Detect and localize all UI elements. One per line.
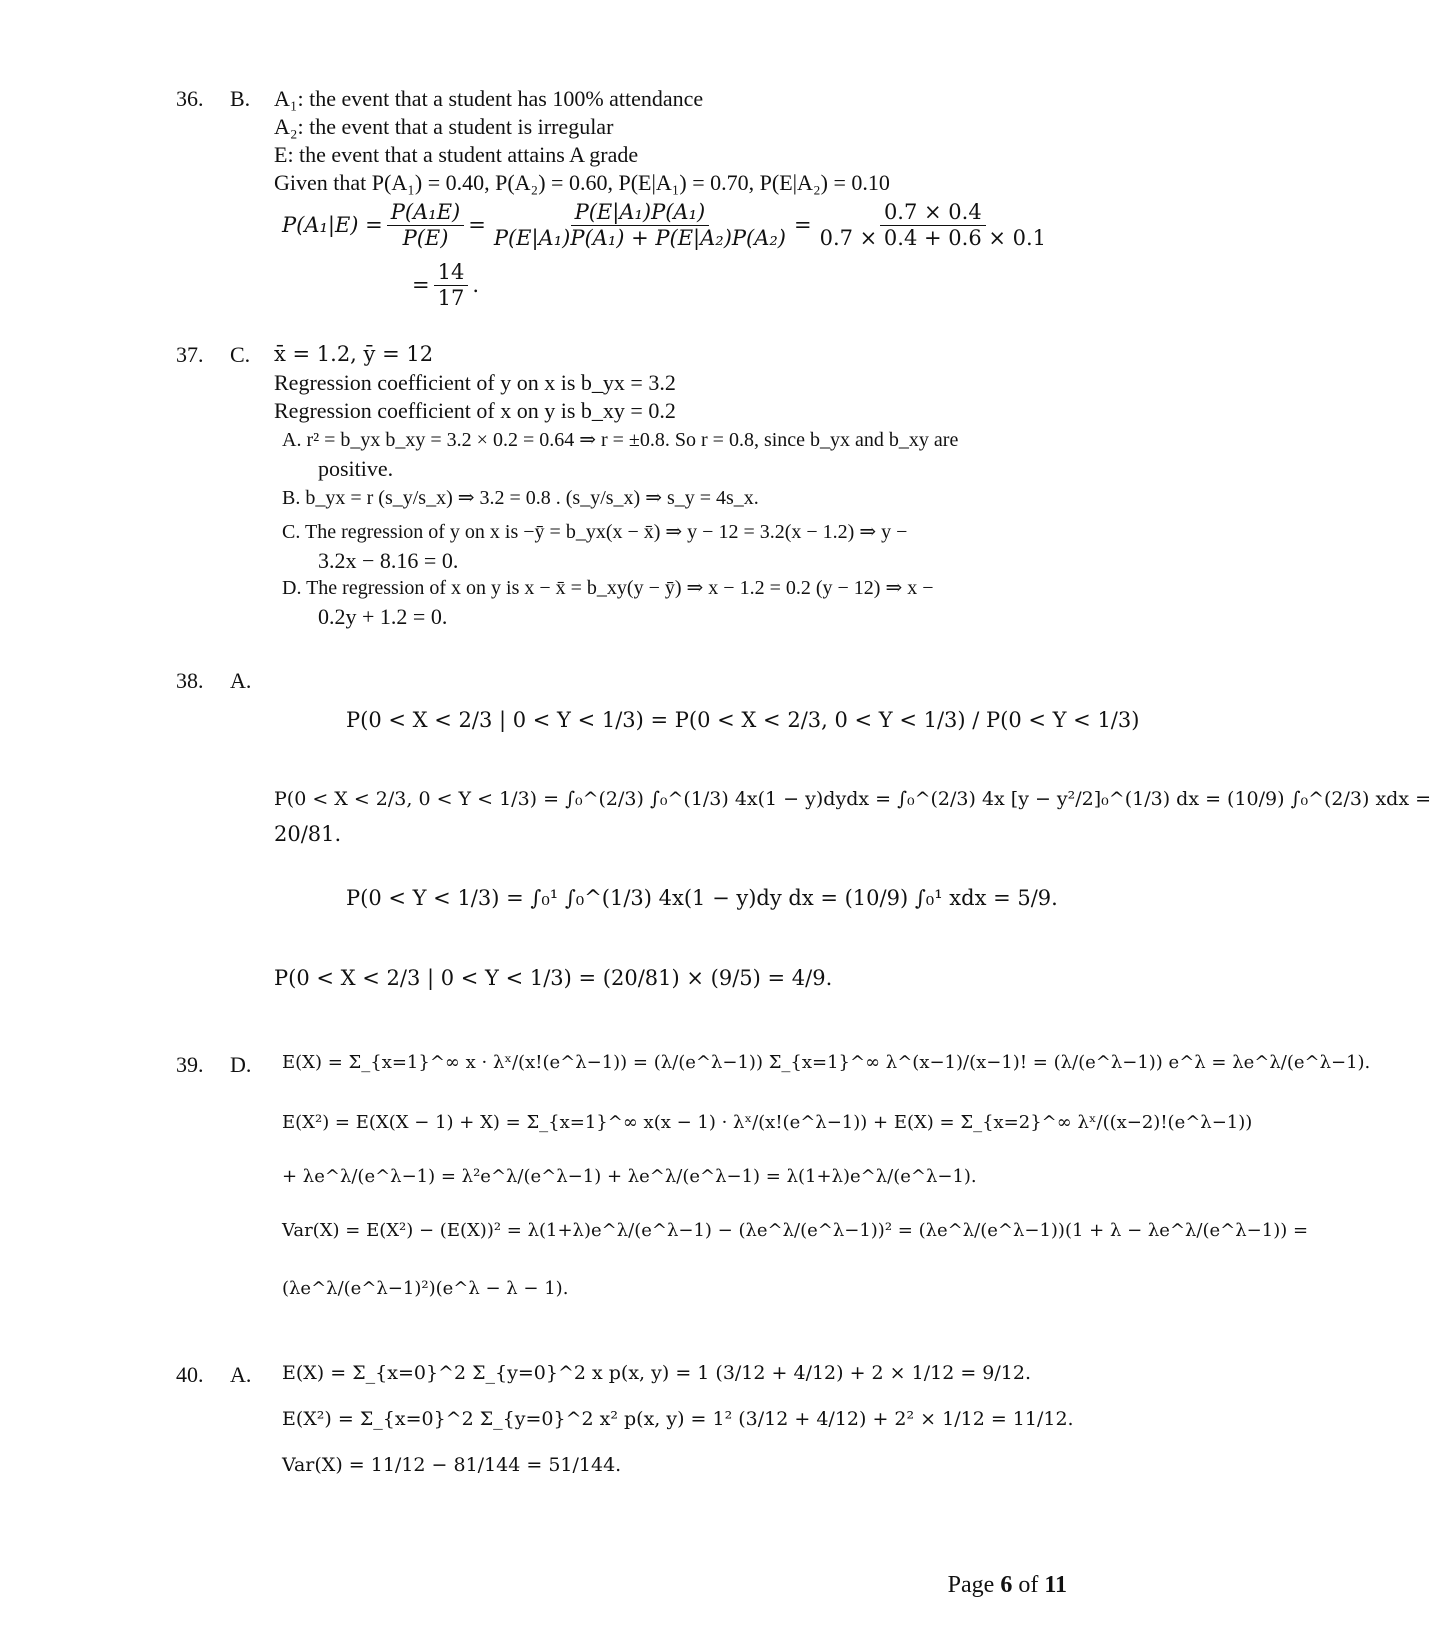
option-c-line: C. The regression of y on x is −ȳ = b_yx(x − x̄) ⇒ y − 12 = 3.2(x − 1.2) ⇒ y − [282,521,908,543]
bayes-equation: P(A₁|E) = $\frac{\text{P(A₁E)}}{P(E)}$ = $\frac{\text{P(E|A₁)P(A₁)}}{\text{P(E|A₁)P(A₁) + P(E|A₂)P(A₂)}}$ = $\frac{0.7 \times 0.4}{0.7 \times 0.4 + 0.6 \times 0.1}$ [282,202,1054,249]
question-number: 37. [176,342,204,367]
solution-line: A₂: the event that a student is irregular [274,114,614,139]
of-label: of [1018,1572,1039,1598]
answer-letter: A. [230,1362,252,1387]
equation-lhs: P(A₁|E) = [282,213,383,237]
answer-letter: C. [230,342,251,367]
second-moment-eq: E(X²) = E(X(X − 1) + X) = Σ_{x=1}^∞ x(x − 1) · λˣ/(x!(e^λ−1)) + E(X) = Σ_{x=2}^∞ λˣ/((x−2)!(e^λ−1)) [282,1112,1253,1133]
solution-line: A₁: the event that a student has 100% attendance [274,86,704,111]
solution-line: Regression coefficient of x on y is b_xy = 0.2 [274,398,676,423]
option-a-line: A. r² = b_yx b_xy = 3.2 × 0.2 = 0.64 ⇒ r = ±0.8. So r = 0.8, since b_yx and b_xy are [282,429,959,451]
second-moment-eq: E(X²) = Σ_{x=0}^2 Σ_{y=0}^2 x² p(x, y) = 1² (3/12 + 4/12) + 2² × 1/12 = 11/12. [282,1408,1074,1430]
joint-probability-eq: P(0 < X < 2/3, 0 < Y < 1/3) = ∫₀^(2/3) ∫₀^(1/3) 4x(1 − y)dydx = ∫₀^(2/3) 4x [y − y²/2]₀^(1/3) dx = (10/9) ∫₀^(2/3) xdx = [274,788,1431,810]
marginal-probability-eq: P(0 < Y < 1/3) = ∫₀¹ ∫₀^(1/3) 4x(1 − y)dy dx = (10/9) ∫₀¹ xdx = 5/9. [346,886,1058,910]
solution-line: x̄ = 1.2, ȳ = 12 [274,342,434,366]
page-label: Page [947,1572,995,1598]
expectation-eq: E(X) = Σ_{x=1}^∞ x · λˣ/(x!(e^λ−1)) = (λ/(e^λ−1)) Σ_{x=1}^∞ λ^(x−1)/(x−1)! = (λ/(e^λ−1)) e^λ = λe^λ/(e^λ−1). [282,1052,1371,1073]
variance-result: (λe^λ/(e^λ−1)²)(e^λ − λ − 1). [282,1278,569,1299]
fraction: $\frac{0.7 \times 0.4}{0.7 \times 0.4 + 0.6 \times 0.1}$ [819,200,1047,250]
variance-eq: Var(X) = E(X²) − (E(X))² = λ(1+λ)e^λ/(e^λ−1) − (λe^λ/(e^λ−1))² = (λe^λ/(e^λ−1))(1 + λ − λe^λ/(e^λ−1)) = [282,1220,1309,1241]
second-moment-eq-cont: + λe^λ/(e^λ−1) = λ²e^λ/(e^λ−1) + λe^λ/(e^λ−1) = λ(1+λ)e^λ/(e^λ−1). [282,1166,977,1187]
fraction: $\frac{14}{17}$ [434,262,469,309]
question-number: 38. [176,668,204,693]
conditional-probability-eq: P(0 < X < 2/3 | 0 < Y < 1/3) = P(0 < X < 2/3, 0 < Y < 1/3) / P(0 < Y < 1/3) [346,708,1140,732]
solution-line: Regression coefficient of y on x is b_yx = 3.2 [274,370,676,395]
question-number: 36. [176,86,204,111]
total-pages: 11 [1044,1572,1067,1598]
option-c-line: 3.2x − 8.16 = 0. [318,548,459,573]
joint-probability-result: 20/81. [274,822,342,846]
question-number: 39. [176,1052,204,1077]
solution-line: E: the event that a student attains A grade [274,142,639,167]
option-d-line: 0.2y + 1.2 = 0. [318,604,448,629]
option-a-line: positive. [318,456,394,481]
variance-eq: Var(X) = 11/12 − 81/144 = 51/144. [282,1454,622,1476]
solution-line: Given that P(A₁) = 0.40, P(A₂) = 0.60, P(E|A₁) = 0.70, P(E|A₂) = 0.10 [274,170,890,195]
page-footer [948,1572,1067,1599]
answer-letter: D. [230,1052,252,1077]
option-d-line: D. The regression of x on y is x − x̄ = b_xy(y − ȳ) ⇒ x − 1.2 = 0.2 (y − 12) ⇒ x − [282,577,934,599]
fraction: $\frac{\text{P(A₁E)}}{P(E)}$ [387,202,464,249]
fraction: $\frac{\text{P(E|A₁)P(A₁)}}{\text{P(E|A₁)P(A₁) + P(E|A₂)P(A₂)}}$ [493,200,786,250]
option-b-line: B. b_yx = r (s_y/s_x) ⇒ 3.2 = 0.8 . (s_y/s_x) ⇒ s_y = 4s_x. [282,487,759,509]
expectation-eq: E(X) = Σ_{x=0}^2 Σ_{y=0}^2 x p(x, y) = 1 (3/12 + 4/12) + 2 × 1/12 = 9/12. [282,1362,1032,1384]
answer-letter: A. [230,668,252,693]
answer-letter: B. [230,86,251,111]
final-result-eq: P(0 < X < 2/3 | 0 < Y < 1/3) = (20/81) × (9/5) = 4/9. [274,966,833,990]
question-number: 40. [176,1362,204,1387]
result-equation: = $\frac{14}{17}$ . [412,260,480,310]
page-number: 6 [1000,1572,1013,1598]
